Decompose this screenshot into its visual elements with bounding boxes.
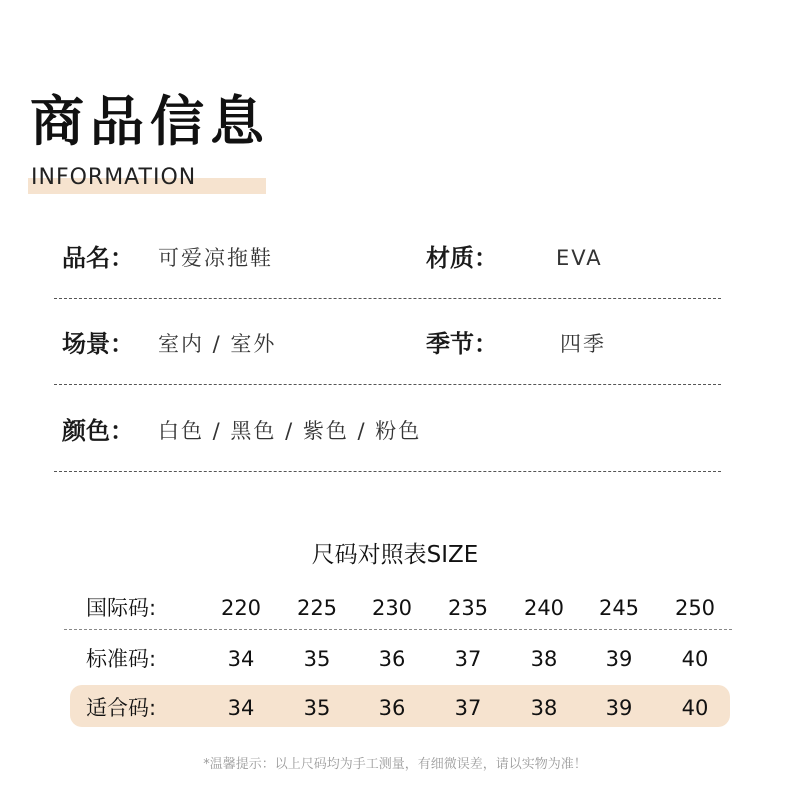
color-label: 颜色： [62, 417, 134, 445]
material-value: EVA [556, 246, 603, 270]
measurement-note: *温馨提示：以上尺码均为手工测量，有细微误差，请以实物为准！ [203, 757, 587, 772]
size-cell: 40 [681, 696, 709, 720]
size-cell: 40 [681, 647, 709, 671]
page-subtitle: INFORMATION [31, 165, 197, 190]
size-cell: 38 [530, 647, 558, 671]
size-cell: 230 [371, 596, 413, 620]
size-cell: 35 [303, 696, 331, 720]
name-value: 可爱凉拖鞋 [158, 246, 273, 270]
divider [54, 384, 721, 385]
size-cell: 34 [227, 696, 255, 720]
size-row-label: 标准码: [86, 647, 157, 671]
scene-value: 室内 / 室外 [158, 332, 277, 356]
divider [54, 471, 721, 472]
size-row-label: 适合码: [86, 696, 157, 720]
size-cell: 220 [220, 596, 262, 620]
size-cell: 35 [303, 647, 331, 671]
material-label: 材质： [426, 244, 498, 272]
size-cell: 245 [598, 596, 640, 620]
season-value: 四季 [560, 332, 606, 356]
season-label: 季节： [426, 330, 498, 358]
size-cell: 36 [378, 647, 406, 671]
size-cell: 37 [454, 647, 482, 671]
color-value: 白色 / 黑色 / 紫色 / 粉色 [158, 419, 422, 443]
size-cell: 240 [523, 596, 565, 620]
size-cell: 38 [530, 696, 558, 720]
page-title: 商品信息 [30, 90, 270, 153]
size-cell: 250 [674, 596, 716, 620]
divider [54, 298, 721, 299]
size-cell: 235 [447, 596, 489, 620]
size-row-label: 国际码: [86, 596, 157, 620]
size-table-title: 尺码对照表SIZE [311, 542, 479, 568]
size-cell: 34 [227, 647, 255, 671]
size-cell: 39 [605, 696, 633, 720]
scene-label: 场景： [62, 330, 134, 358]
name-label: 品名： [62, 244, 134, 272]
size-cell: 37 [454, 696, 482, 720]
row-divider [64, 629, 732, 630]
size-cell: 39 [605, 647, 633, 671]
size-cell: 36 [378, 696, 406, 720]
size-cell: 225 [296, 596, 338, 620]
